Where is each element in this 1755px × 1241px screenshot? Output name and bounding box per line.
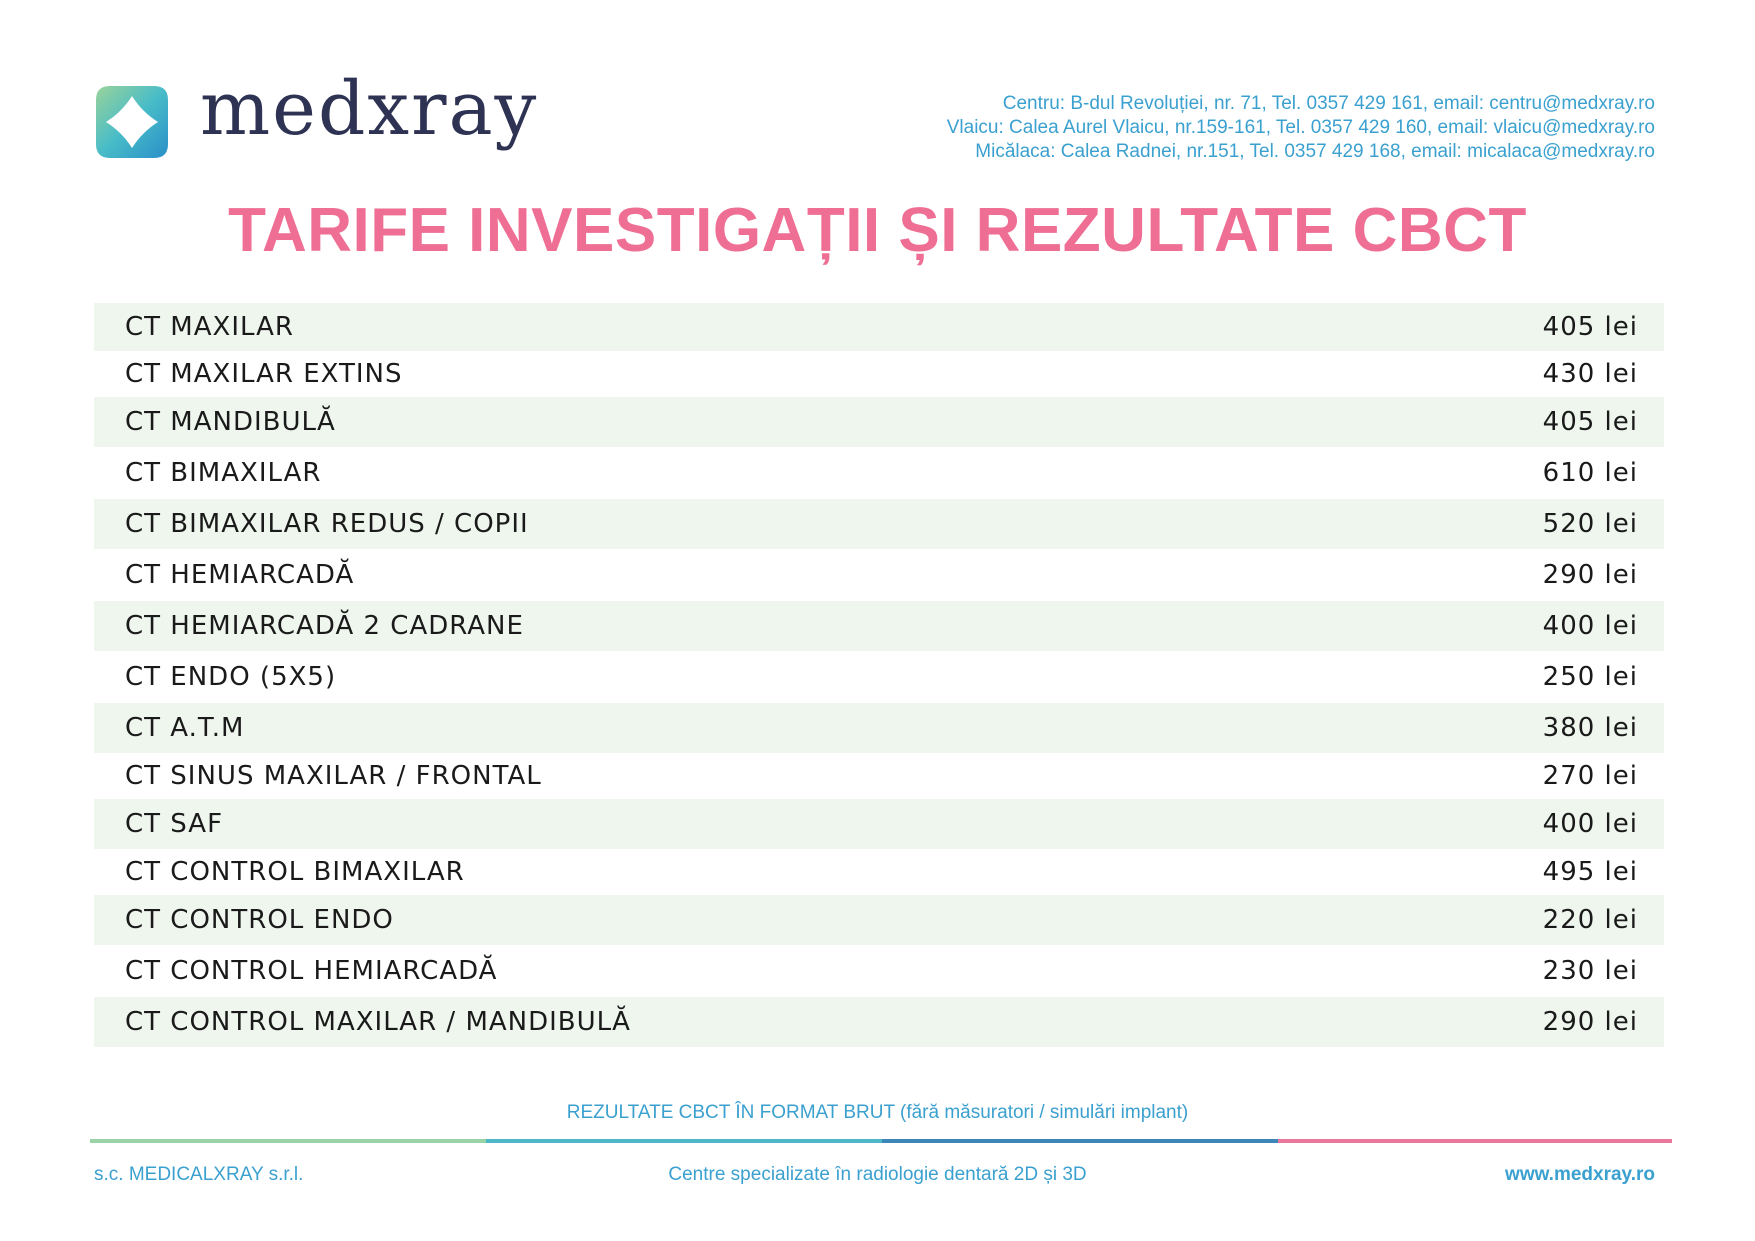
price-row	[94, 447, 1664, 499]
service-price: 520 lei	[1542, 509, 1638, 539]
service-price: 230 lei	[1542, 956, 1638, 986]
medxray-logo-icon	[92, 82, 172, 162]
price-row	[94, 799, 1664, 849]
service-name: CT HEMIARCADĂ	[125, 560, 355, 590]
price-row	[94, 703, 1664, 753]
service-price: 610 lei	[1542, 458, 1638, 488]
service-name: CT CONTROL ENDO	[125, 905, 394, 935]
service-name: CT CONTROL HEMIARCADĂ	[125, 956, 498, 986]
service-name: CT MAXILAR	[125, 312, 294, 342]
service-price: 400 lei	[1542, 611, 1638, 641]
price-row	[94, 499, 1664, 549]
footer-bar-segment-3	[882, 1139, 1278, 1143]
service-name: CT SAF	[125, 809, 224, 839]
price-row	[94, 895, 1664, 945]
service-price: 380 lei	[1542, 713, 1638, 743]
service-name: CT BIMAXILAR	[125, 458, 322, 488]
price-row	[94, 849, 1664, 895]
service-price: 270 lei	[1542, 761, 1638, 791]
service-price: 220 lei	[1542, 905, 1638, 935]
service-name: CT CONTROL BIMAXILAR	[125, 857, 465, 887]
service-name: CT A.T.M	[125, 713, 245, 743]
service-price: 430 lei	[1542, 359, 1638, 389]
service-name: CT SINUS MAXILAR / FRONTAL	[125, 761, 542, 791]
service-price: 400 lei	[1542, 809, 1638, 839]
company-name: s.c. MEDICALXRAY s.r.l.	[94, 1164, 304, 1185]
page-title: TARIFE INVESTIGAȚII ȘI REZULTATE CBCT	[228, 196, 1527, 265]
footer-note: REZULTATE CBCT ÎN FORMAT BRUT (fără măsuratori / simulări implant)	[566, 1102, 1189, 1123]
price-list	[94, 303, 1664, 1047]
service-price: 405 lei	[1542, 312, 1638, 342]
footer-bar-segment-2	[486, 1139, 882, 1143]
contact-centru: Centru: B-dul Revoluției, nr. 71, Tel. 0357 429 161, email: centru@medxray.ro	[1002, 93, 1655, 114]
price-row	[94, 945, 1664, 997]
price-row	[94, 651, 1664, 703]
service-name: CT MANDIBULĂ	[125, 407, 336, 437]
tagline: Centre specializate în radiologie dentară 2D și 3D	[668, 1164, 1087, 1185]
footer-bar-segment-1	[90, 1139, 486, 1143]
service-name: CT HEMIARCADĂ 2 CADRANE	[125, 611, 524, 641]
service-price: 495 lei	[1542, 857, 1638, 887]
website-link[interactable]: www.medxray.ro	[1505, 1164, 1655, 1185]
service-name: CT MAXILAR EXTINS	[125, 359, 403, 389]
footer-bar-segment-4	[1278, 1139, 1672, 1143]
service-price: 290 lei	[1542, 1007, 1638, 1037]
price-row	[94, 753, 1664, 799]
price-row	[94, 549, 1664, 601]
price-row	[94, 601, 1664, 651]
service-name: CT BIMAXILAR REDUS / COPII	[125, 509, 529, 539]
service-price: 250 lei	[1542, 662, 1638, 692]
service-name: CT ENDO (5X5)	[125, 662, 337, 692]
contact-micalaca: Micălaca: Calea Radnei, nr.151, Tel. 0357 429 168, email: micalaca@medxray.ro	[975, 141, 1655, 162]
service-price: 290 lei	[1542, 560, 1638, 590]
service-price: 405 lei	[1542, 407, 1638, 437]
service-name: CT CONTROL MAXILAR / MANDIBULĂ	[125, 1007, 631, 1037]
price-row	[94, 351, 1664, 397]
contact-info	[755, 92, 1655, 164]
contact-vlaicu: Vlaicu: Calea Aurel Vlaicu, nr.159-161, Tel. 0357 429 160, email: vlaicu@medxray.ro	[946, 117, 1655, 138]
price-row	[94, 397, 1664, 447]
price-row	[94, 303, 1664, 351]
brand-name: medxray	[200, 66, 539, 152]
price-row	[94, 997, 1664, 1047]
